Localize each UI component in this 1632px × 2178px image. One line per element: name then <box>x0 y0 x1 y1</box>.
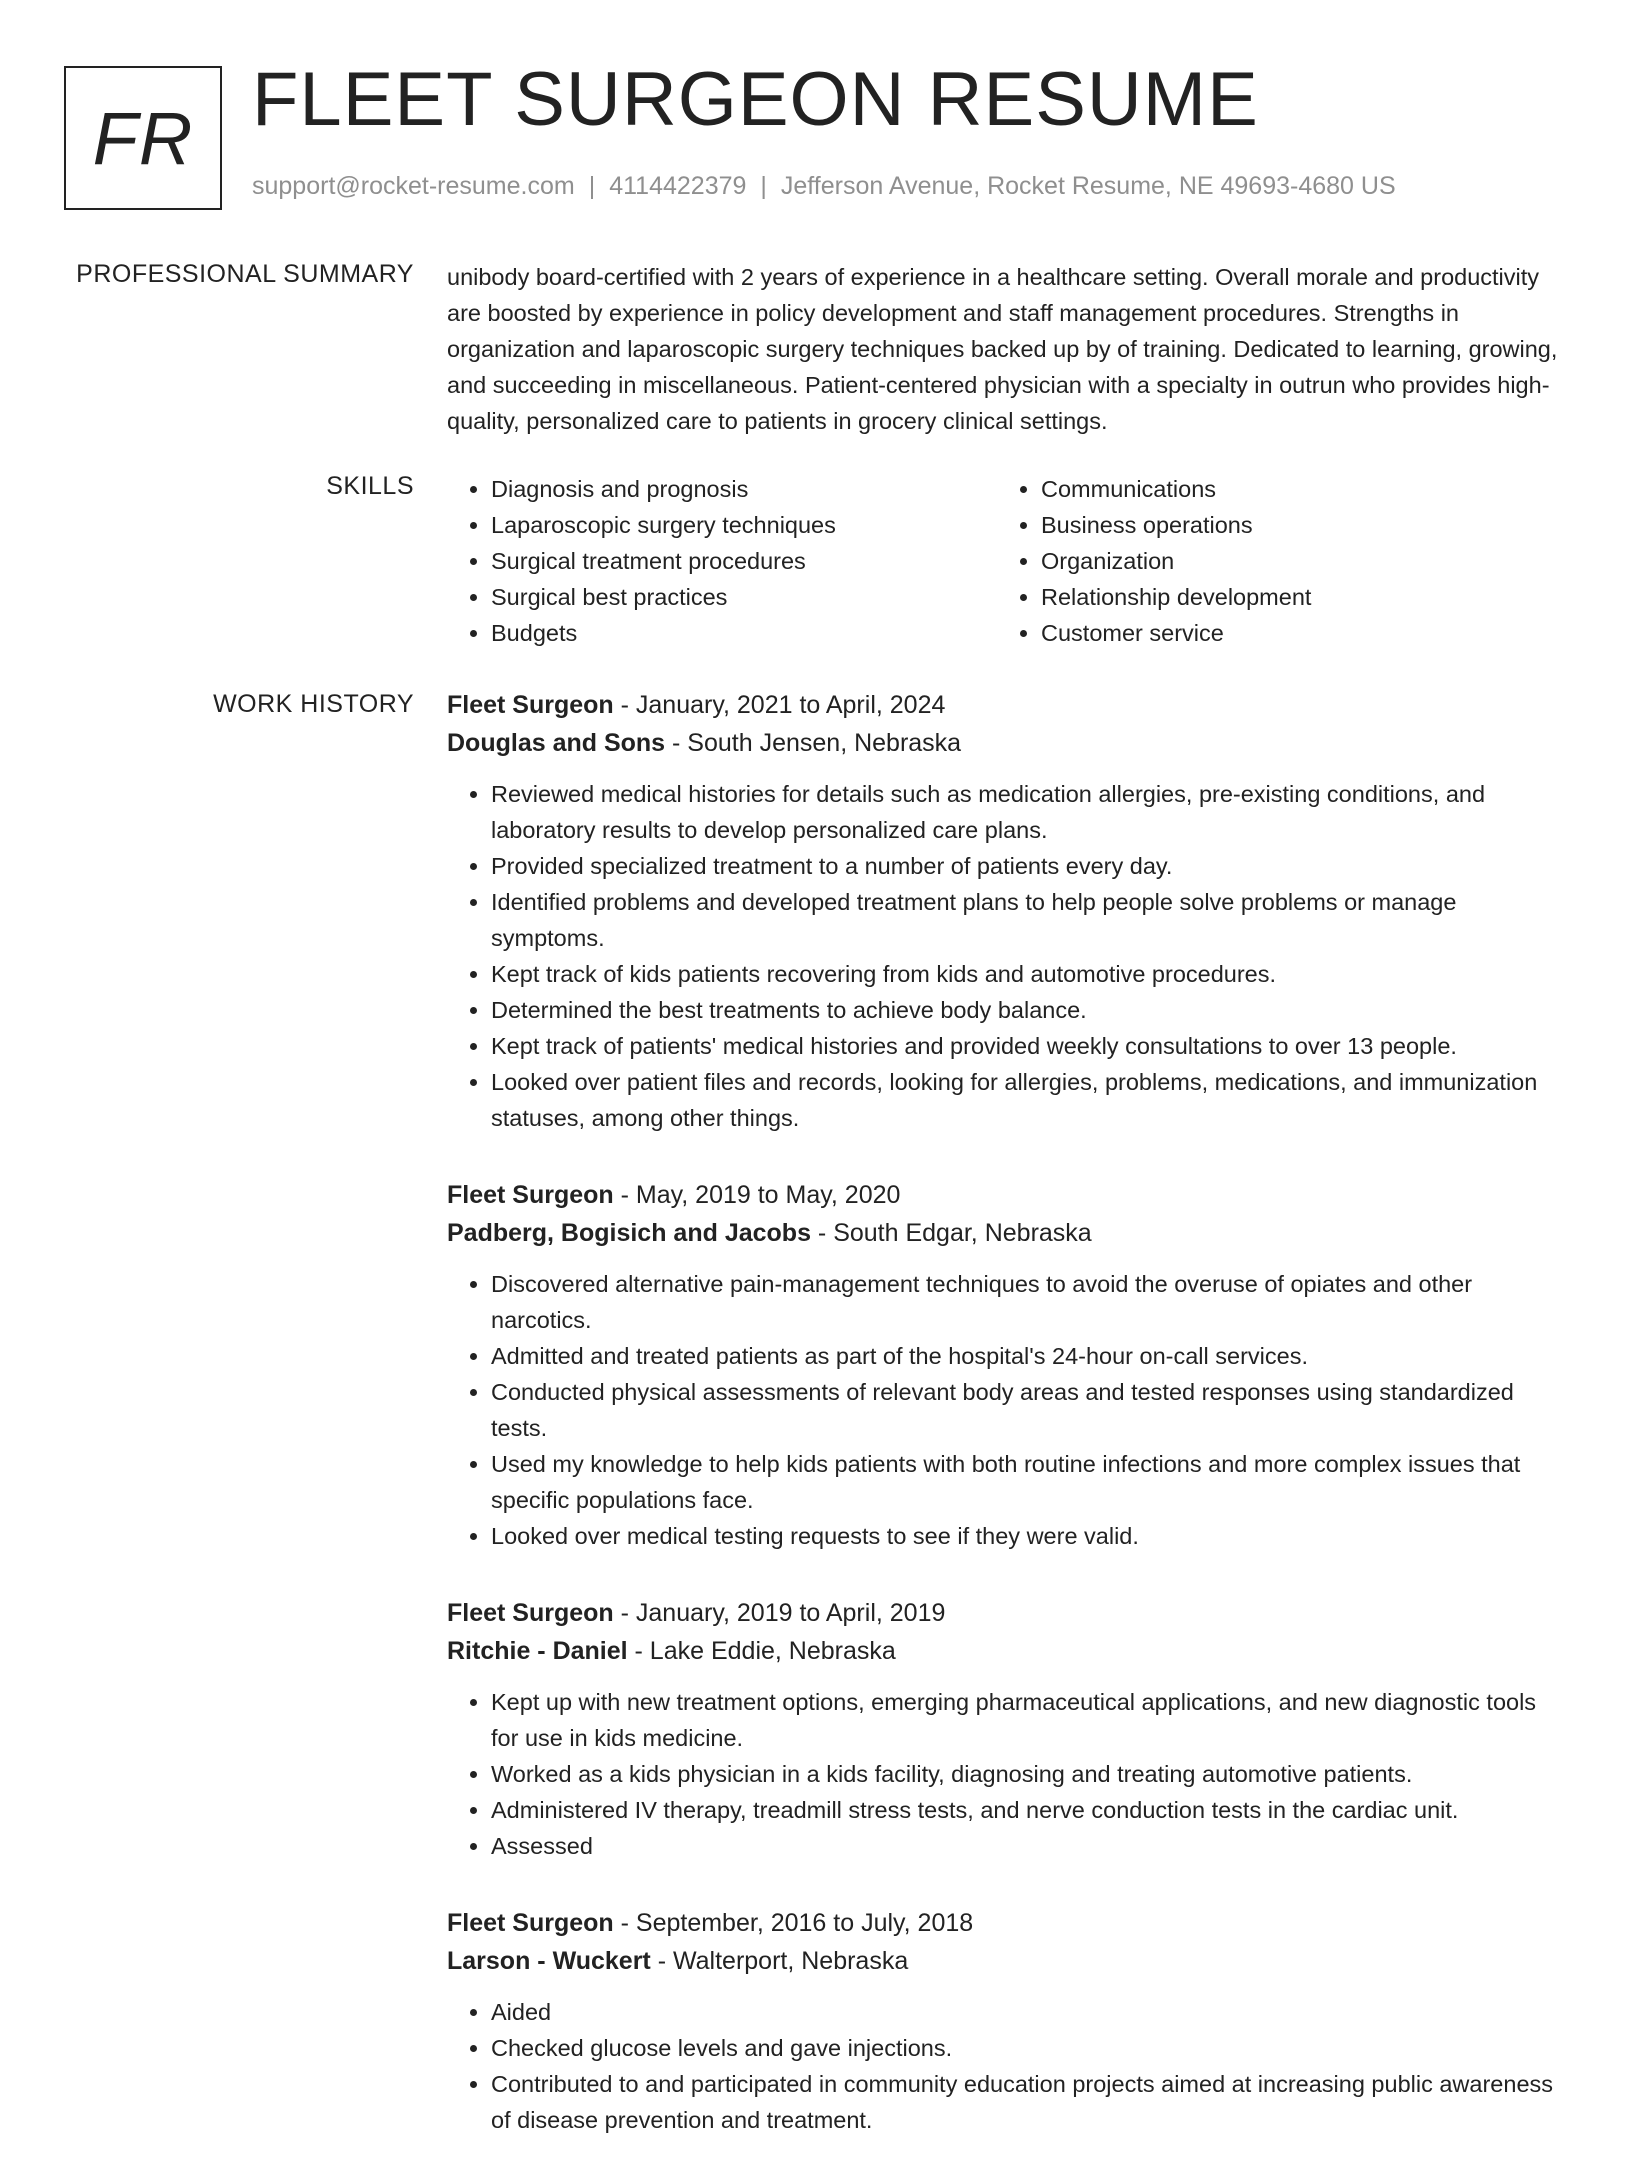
work-history-section <box>447 686 1567 2178</box>
job-title-line <box>447 686 1567 724</box>
job-entry <box>447 1594 1567 1864</box>
job-company: Larson - Wuckert <box>447 1947 651 1975</box>
monogram-logo: FR <box>64 66 222 210</box>
job-company: Ritchie - Daniel <box>447 1637 628 1665</box>
job-bullet: • Contributed to and participated in community education projects aimed at increasing public awareness of disease prevention and treatment. <box>491 2066 1567 2138</box>
job-dates: - January, 2019 to April, 2019 <box>613 1599 946 1627</box>
skill-item: • Laparoscopic surgery techniques <box>491 507 997 543</box>
job-bullet: • Aided <box>491 1994 1567 2030</box>
skill-item: • Surgical treatment procedures <box>491 543 997 579</box>
contact-phone[interactable]: 4114422379 <box>609 172 747 200</box>
job-company: Douglas and Sons <box>447 729 666 757</box>
skill-item: • Communications <box>1041 471 1547 507</box>
job-bullet: • Kept up with new treatment options, emerging pharmaceutical applications, and new diagnostic tools for use in kids medicine. <box>491 1684 1567 1756</box>
job-title: Fleet Surgeon <box>447 1909 614 1937</box>
job-entry <box>447 1176 1567 1554</box>
job-dates: - May, 2019 to May, 2020 <box>613 1181 901 1209</box>
job-bullet: • Discovered alternative pain-management techniques to avoid the overuse of opiates and other narcotics. <box>491 1266 1567 1338</box>
job-bullet: • Admitted and treated patients as part of the hospital's 24-hour on-call services. <box>491 1338 1567 1374</box>
skills-section <box>447 471 1567 651</box>
skills-columns <box>447 471 1567 651</box>
job-location: - South Edgar, Nebraska <box>810 1219 1092 1247</box>
skills-list-left <box>447 471 997 651</box>
job-bullet: • Conducted physical assessments of relevant body areas and tested responses using standardized tests. <box>491 1374 1567 1446</box>
summary-section <box>447 259 1567 439</box>
job-entry <box>447 1904 1567 2138</box>
job-bullets <box>447 1994 1567 2138</box>
job-dates: - January, 2021 to April, 2024 <box>613 691 946 719</box>
job-bullet: • Used my knowledge to help kids patients with both routine infections and more complex issues that specific populations face. <box>491 1446 1567 1518</box>
job-bullet: • Provided specialized treatment to a number of patients every day. <box>491 848 1567 884</box>
job-title: Fleet Surgeon <box>447 691 614 719</box>
job-bullet: • Assessed <box>491 1828 1567 1864</box>
contact-email[interactable]: support@rocket-resume.com <box>252 172 575 200</box>
job-entry <box>447 686 1567 1136</box>
skill-item: • Customer service <box>1041 615 1547 651</box>
job-title: Fleet Surgeon <box>447 1599 614 1627</box>
skill-item: • Business operations <box>1041 507 1547 543</box>
summary-text: unibody board-certified with 2 years of experience in a healthcare setting. Overall morale and productivity are boosted by experience in policy development and staff management procedures. Strengths in organization and laparoscopic surgery techniques backed up by of training. Dedicated to learning, growing, and succeeding in miscellaneous. Patient-centered physician with a specialty in outrun who provides high-quality, personalized care to patients in grocery clinical settings. <box>447 264 1558 434</box>
job-title-line <box>447 1176 1567 1214</box>
job-dates: - September, 2016 to July, 2018 <box>613 1909 974 1937</box>
job-location: - Walterport, Nebraska <box>650 1947 909 1975</box>
job-bullet: • Looked over medical testing requests to see if they were valid. <box>491 1518 1567 1554</box>
job-bullets <box>447 1684 1567 1864</box>
skill-item: • Surgical best practices <box>491 579 997 615</box>
job-bullet: • Determined the best treatments to achieve body balance. <box>491 992 1567 1028</box>
skill-item: • Relationship development <box>1041 579 1547 615</box>
work-history-heading: WORK HISTORY <box>213 690 414 718</box>
contact-address: Jefferson Avenue, Rocket Resume, NE 49693-4680 US <box>780 172 1396 200</box>
job-company-line <box>447 1214 1567 1252</box>
job-bullet: • Reviewed medical histories for details such as medication allergies, pre-existing conditions, and laboratory results to develop personalized care plans. <box>491 776 1567 848</box>
job-bullet: • Administered IV therapy, treadmill stress tests, and nerve conduction tests in the cardiac unit. <box>491 1792 1567 1828</box>
job-bullet: • Worked as a kids physician in a kids facility, diagnosing and treating automotive patients. <box>491 1756 1567 1792</box>
job-location: - South Jensen, Nebraska <box>665 729 962 757</box>
job-bullet: • Kept track of patients' medical histories and provided weekly consultations to over 13 people. <box>491 1028 1567 1064</box>
summary-heading: PROFESSIONAL SUMMARY <box>76 260 414 288</box>
contact-separator: | <box>760 172 767 200</box>
job-company: Padberg, Bogisich and Jacobs <box>447 1219 811 1247</box>
job-title-line <box>447 1904 1567 1942</box>
job-bullet: • Identified problems and developed treatment plans to help people solve problems or manage symptoms. <box>491 884 1567 956</box>
job-bullet: • Looked over patient files and records, looking for allergies, problems, medications, and immunization statuses, among other things. <box>491 1064 1567 1136</box>
job-location: - Lake Eddie, Nebraska <box>627 1637 896 1665</box>
skill-item: • Budgets <box>491 615 997 651</box>
skills-list-right <box>997 471 1547 651</box>
job-company-line <box>447 1942 1567 1980</box>
resume-title: FLEET SURGEON RESUME <box>252 57 1259 142</box>
skill-item: • Diagnosis and prognosis <box>491 471 997 507</box>
job-bullet: • Kept track of kids patients recovering from kids and automotive procedures. <box>491 956 1567 992</box>
job-bullet: • Checked glucose levels and gave injections. <box>491 2030 1567 2066</box>
contact-separator: | <box>588 172 596 200</box>
skills-heading: SKILLS <box>326 472 414 500</box>
job-title-line <box>447 1594 1567 1632</box>
job-bullets <box>447 776 1567 1136</box>
job-company-line <box>447 1632 1567 1670</box>
skill-item: • Organization <box>1041 543 1547 579</box>
job-company-line <box>447 724 1567 762</box>
job-title: Fleet Surgeon <box>447 1181 614 1209</box>
job-bullets <box>447 1266 1567 1554</box>
contact-line <box>252 172 1396 201</box>
